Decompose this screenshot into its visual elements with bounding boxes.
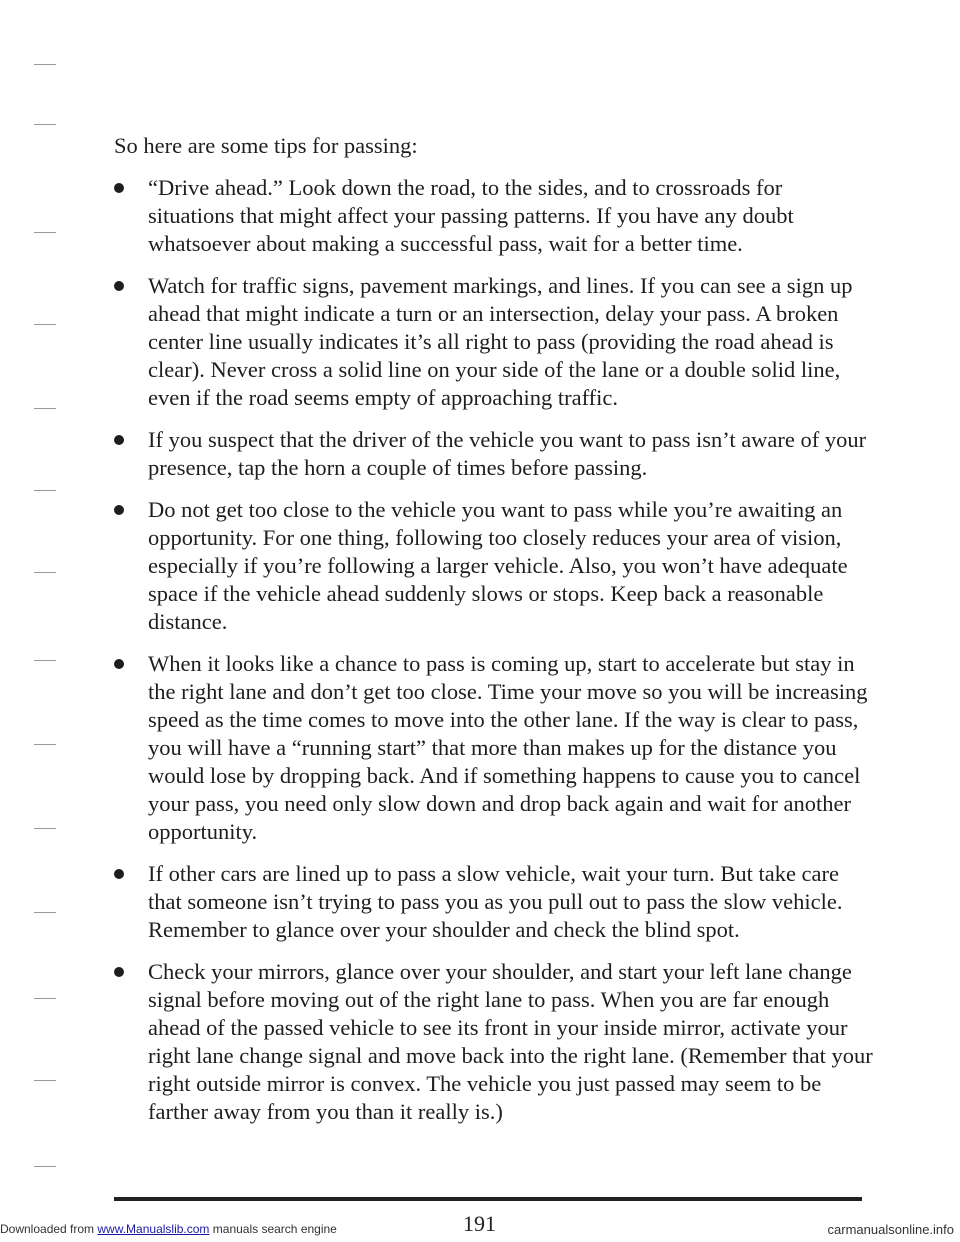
list-item bbox=[114, 650, 874, 846]
list-item bbox=[114, 426, 874, 482]
margin-tick bbox=[34, 828, 56, 829]
list-item bbox=[114, 174, 874, 258]
page-number: 191 bbox=[463, 1211, 496, 1236]
bullet-icon bbox=[114, 435, 124, 445]
bullet-icon bbox=[114, 659, 124, 669]
footer-prefix: Downloaded from bbox=[0, 1222, 98, 1236]
manualslib-link[interactable]: www.Manualslib.com bbox=[97, 1222, 210, 1236]
tip-text: Do not get too close to the vehicle you want to pass while you’re awaiting an opportunity. For one thing, following too closely reduces your area of vision, especially if you’re following a larger vehicle. Also, you won’t have adequate space if the vehicle ahead suddenly slows or stops. Keep back a reasonable distance. bbox=[148, 497, 848, 634]
margin-tick bbox=[34, 124, 56, 125]
tip-text: If you suspect that the driver of the vehicle you want to pass isn’t aware of your presence, tap the horn a couple of times before passing. bbox=[148, 427, 867, 480]
footer-rule bbox=[114, 1197, 862, 1201]
tip-text: If other cars are lined up to pass a slow vehicle, wait your turn. But take care that someone isn’t trying to pass you as you pull out to pass the slow vehicle. Remember to glance over your shoulder and check the blind spot. bbox=[148, 861, 843, 942]
margin-tick bbox=[34, 1166, 56, 1167]
list-item bbox=[114, 496, 874, 636]
page-body bbox=[114, 132, 874, 1140]
list-item bbox=[114, 272, 874, 412]
download-footer bbox=[0, 1222, 337, 1236]
tip-text: “Drive ahead.” Look down the road, to the sides, and to crossroads for situations that might affect your passing patterns. If you have any doubt whatsoever about making a successful pass, wait for a better time. bbox=[148, 175, 794, 256]
tip-text: Watch for traffic signs, pavement markings, and lines. If you can see a sign up ahead that might indicate a turn or an intersection, delay your pass. A broken center line usually indicates it’s all right to pass (providing the road ahead is clear). Never cross a solid line on your side of the lane or a double solid line, even if the road seems empty of approaching traffic. bbox=[148, 273, 853, 410]
intro-text: So here are some tips for passing: bbox=[114, 133, 418, 158]
margin-tick bbox=[34, 408, 56, 409]
bullet-icon bbox=[114, 967, 124, 977]
margin-tick bbox=[34, 64, 56, 65]
margin-tick bbox=[34, 744, 56, 745]
margin-tick bbox=[34, 232, 56, 233]
bullet-icon bbox=[114, 869, 124, 879]
bullet-icon bbox=[114, 505, 124, 515]
bullet-icon bbox=[114, 183, 124, 193]
watermark-text: carmanualsonline.info bbox=[827, 1222, 954, 1237]
margin-tick bbox=[34, 1080, 56, 1081]
passing-tips-list bbox=[114, 174, 874, 1126]
bullet-icon bbox=[114, 281, 124, 291]
list-item bbox=[114, 958, 874, 1126]
margin-tick bbox=[34, 324, 56, 325]
margin-tick bbox=[34, 998, 56, 999]
list-item bbox=[114, 860, 874, 944]
footer-suffix: manuals search engine bbox=[209, 1222, 337, 1236]
margin-tick bbox=[34, 912, 56, 913]
margin-tick bbox=[34, 490, 56, 491]
tip-text: Check your mirrors, glance over your shoulder, and start your left lane change signal before moving out of the right lane to pass. When you are far enough ahead of the passed vehicle to see its front in your inside mirror, activate your right lane change signal and move back into the right lane. (Remember that your right outside mirror is convex. The vehicle you just passed may seem to be farther away from you than it really is.) bbox=[148, 959, 873, 1124]
margin-tick bbox=[34, 660, 56, 661]
margin-tick bbox=[34, 572, 56, 573]
margin-tick-marks bbox=[0, 0, 70, 1242]
tip-text: When it looks like a chance to pass is coming up, start to accelerate but stay in the right lane and don’t get too close. Time your move so you will be increasing speed as the time comes to move into the other lane. If the way is clear to pass, you will have a “running start” that more than makes up for the distance you would lose by dropping back. And if something happens to cause you to cancel your pass, you need only slow down and drop back again and wait for another opportunity. bbox=[148, 651, 868, 844]
